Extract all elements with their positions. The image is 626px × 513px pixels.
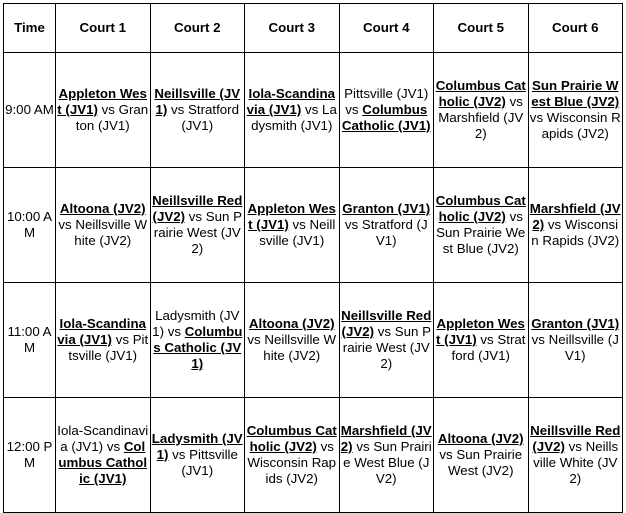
- vs-label: vs: [188, 209, 203, 224]
- match-cell: [150, 398, 245, 513]
- team-b: Neillsville White (JV2): [263, 332, 337, 363]
- vs-label: vs: [171, 102, 185, 117]
- team-b: Ladysmith (JV1): [251, 102, 337, 133]
- team-a: Appleton West (JV1): [436, 316, 525, 347]
- match-cell: [528, 398, 623, 513]
- time-cell: 9:00 AM: [4, 53, 56, 168]
- team-b: Pittsville (JV1): [68, 332, 149, 363]
- team-a: Neillsville (JV1): [154, 86, 241, 117]
- vs-label: vs: [58, 217, 72, 232]
- team-b: Sun Prairie West (JV2): [447, 447, 523, 478]
- time-cell: 12:00 PM: [4, 398, 56, 513]
- match-cell: [339, 168, 434, 283]
- team-a: Neillsville Red (JV2): [341, 308, 432, 339]
- table-row: [4, 283, 623, 398]
- team-a: Altoona (JV2): [248, 316, 335, 331]
- schedule-body: [4, 53, 623, 513]
- header-court-5: Court 5: [434, 4, 529, 53]
- team-b: Marshfield (JV2): [438, 110, 524, 141]
- team-b: Columbus Catholic (JV1): [341, 102, 431, 133]
- vs-label: vs: [509, 209, 523, 224]
- team-a: Sun Prairie West Blue (JV2): [531, 78, 620, 109]
- team-a: Marshfield (JV2): [340, 423, 432, 454]
- table-row: [4, 168, 623, 283]
- team-a: Ladysmith (JV1): [151, 431, 243, 462]
- match-cell: [150, 283, 245, 398]
- team-a: Neillsville Red (JV2): [530, 423, 621, 454]
- match-cell: [245, 53, 340, 168]
- header-court-2: Court 2: [150, 4, 245, 53]
- match-cell: [56, 398, 151, 513]
- vs-label: vs: [305, 102, 319, 117]
- team-a: Pittsville (JV1): [344, 86, 429, 101]
- header-row: [4, 4, 623, 53]
- team-a: Appleton West (JV1): [247, 201, 336, 232]
- vs-label: vs: [547, 217, 562, 232]
- match-cell: [245, 398, 340, 513]
- team-b: Stratford (JV1): [451, 332, 526, 363]
- team-a: Altoona (JV2): [59, 201, 146, 216]
- time-cell: 11:00 AM: [4, 283, 56, 398]
- team-a: Appleton West (JV1): [57, 86, 147, 117]
- team-a: Iola-Scandinavia (JV1): [246, 86, 335, 117]
- table-row: [4, 398, 623, 513]
- match-cell: [56, 53, 151, 168]
- header-court-3: Court 3: [245, 4, 340, 53]
- table-row: [4, 53, 623, 168]
- vs-label: vs: [115, 332, 129, 347]
- time-cell: 10:00 AM: [4, 168, 56, 283]
- header-time: Time: [4, 4, 56, 53]
- team-a: Neillsville Red (JV2): [152, 193, 243, 224]
- team-b: Granton (JV1): [75, 102, 149, 133]
- vs-label: vs: [320, 439, 334, 454]
- team-a: Iola-Scandinavia (JV1): [57, 316, 146, 347]
- team-b: Neillsville White (JV2): [74, 217, 148, 248]
- schedule-table: [3, 3, 623, 513]
- team-b: Pittsville (JV1): [181, 447, 238, 478]
- team-b: Columbus Catholic (JV1): [153, 324, 243, 371]
- match-cell: [434, 398, 529, 513]
- team-a: Marshfield (JV2): [529, 201, 621, 232]
- vs-label: vs: [292, 217, 306, 232]
- vs-label: vs: [344, 217, 359, 232]
- vs-label: vs: [439, 447, 453, 462]
- vs-label: vs: [172, 447, 186, 462]
- vs-label: vs: [345, 102, 359, 117]
- match-cell: [56, 283, 151, 398]
- vs-label: vs: [106, 439, 121, 454]
- match-cell: [528, 53, 623, 168]
- team-b: Wisconsin Rapids (JV2): [531, 217, 620, 248]
- team-a: Ladysmith (JV1): [152, 308, 240, 339]
- header-court-1: Court 1: [56, 4, 151, 53]
- vs-label: vs: [101, 102, 115, 117]
- match-cell: [245, 168, 340, 283]
- team-a: Granton (JV1): [531, 316, 620, 331]
- match-cell: [150, 168, 245, 283]
- team-a: Iola-Scandinavia (JV1): [57, 423, 149, 454]
- team-b: Sun Prairie West (JV2): [342, 324, 431, 371]
- team-a: Altoona (JV2): [437, 431, 524, 446]
- team-b: Neillsville (JV1): [548, 332, 619, 363]
- team-b: Sun Prairie West (JV2): [153, 209, 242, 256]
- vs-label: vs: [377, 324, 392, 339]
- team-b: Wisconsin Rapids (JV2): [247, 455, 337, 486]
- vs-label: vs: [529, 110, 544, 125]
- match-cell: [339, 53, 434, 168]
- team-a: Columbus Catholic (JV2): [435, 78, 526, 109]
- team-b: Stratford (JV1): [361, 217, 428, 248]
- match-cell: [150, 53, 245, 168]
- vs-label: vs: [247, 332, 261, 347]
- team-b: Neillsville (JV1): [259, 217, 336, 248]
- match-cell: [528, 283, 623, 398]
- team-b: Stratford (JV1): [181, 102, 240, 133]
- match-cell: [245, 283, 340, 398]
- header-court-4: Court 4: [339, 4, 434, 53]
- team-b: Wisconsin Rapids (JV2): [541, 110, 621, 141]
- match-cell: [434, 53, 529, 168]
- match-cell: [339, 283, 434, 398]
- match-cell: [434, 168, 529, 283]
- match-cell: [56, 168, 151, 283]
- team-b: Neillsville White (JV2): [533, 439, 619, 486]
- header-court-6: Court 6: [528, 4, 623, 53]
- team-b: Sun Prairie West Blue (JV2): [436, 225, 526, 256]
- vs-label: vs: [509, 94, 523, 109]
- match-cell: [339, 398, 434, 513]
- vs-label: vs: [356, 439, 370, 454]
- team-a: Columbus Catholic (JV2): [435, 193, 526, 224]
- match-cell: [434, 283, 529, 398]
- match-cell: [528, 168, 623, 283]
- vs-label: vs: [480, 332, 494, 347]
- team-b: Sun Prairie West Blue (JV2): [343, 439, 432, 486]
- vs-label: vs: [531, 332, 545, 347]
- team-b: Columbus Catholic (JV1): [58, 439, 148, 486]
- team-a: Columbus Catholic (JV2): [246, 423, 337, 454]
- team-a: Granton (JV1): [342, 201, 431, 216]
- vs-label: vs: [167, 324, 181, 339]
- vs-label: vs: [568, 439, 582, 454]
